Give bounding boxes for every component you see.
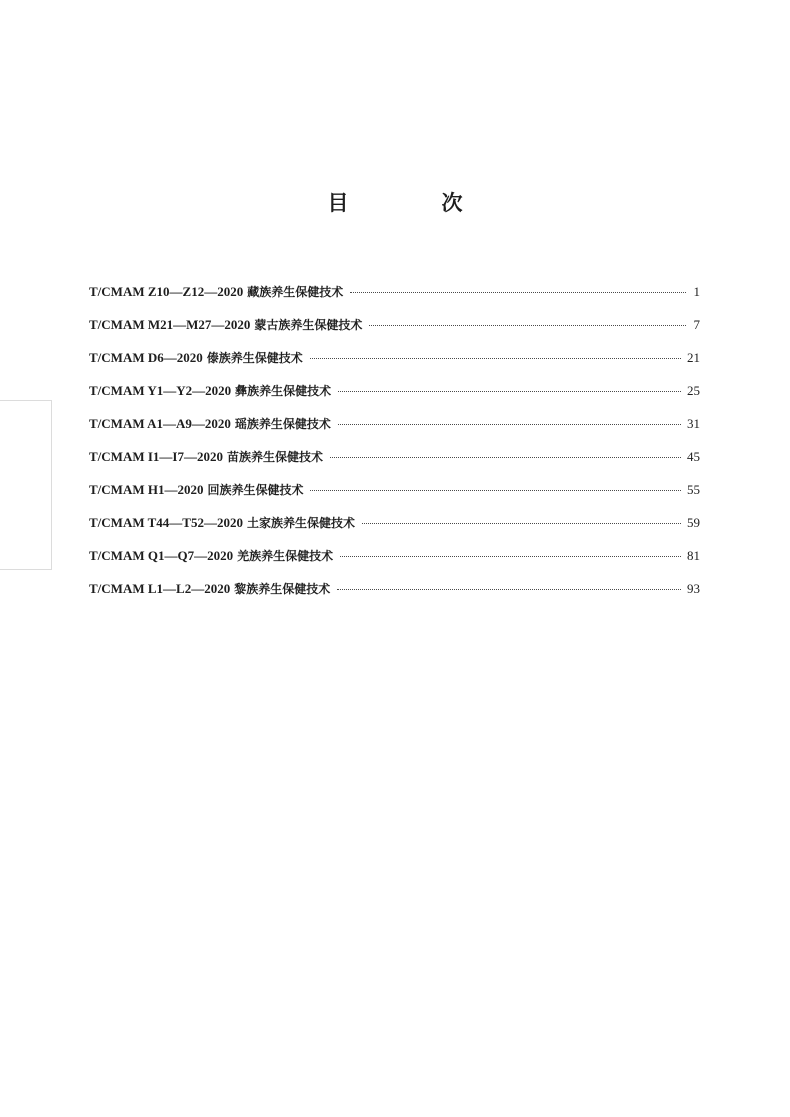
- toc-entry-page-number: 45: [687, 449, 700, 464]
- dot-leader: [338, 424, 681, 425]
- toc-entry-page-number: 59: [687, 515, 700, 530]
- toc-entry[interactable]: [89, 545, 700, 578]
- toc-entry[interactable]: [89, 479, 700, 512]
- table-of-contents: [89, 281, 700, 611]
- dot-leader: [369, 325, 686, 326]
- toc-entry-code: T/CMAM Y1—Y2—2020: [89, 383, 232, 398]
- dot-leader: [362, 523, 681, 524]
- toc-entry[interactable]: [89, 380, 700, 413]
- toc-entry-title: 藏族养生保健技术: [247, 285, 344, 299]
- toc-entry-title: 回族养生保健技术: [207, 483, 304, 497]
- toc-entry-code: T/CMAM Z10—Z12—2020: [89, 284, 244, 299]
- dot-leader: [338, 391, 681, 392]
- toc-entry-title: 羌族养生保健技术: [237, 549, 334, 563]
- toc-entry-title: 苗族养生保健技术: [226, 450, 323, 464]
- toc-entry-title: 傣族养生保健技术: [206, 351, 303, 365]
- page-edge-tab: [0, 400, 52, 570]
- toc-entry-code: T/CMAM D6—2020: [89, 350, 203, 365]
- toc-entry-code: T/CMAM H1—2020: [89, 482, 204, 497]
- page-title: 目 次: [327, 190, 499, 215]
- toc-entry-page-number: 1: [693, 284, 700, 299]
- toc-entry-page-number: 25: [687, 383, 700, 398]
- toc-entry[interactable]: [89, 512, 700, 545]
- toc-entry-title: 彝族养生保健技术: [235, 384, 332, 398]
- toc-entry-page-number: 55: [687, 482, 700, 497]
- toc-entry-code: T/CMAM I1—I7—2020: [89, 449, 223, 464]
- dot-leader: [330, 457, 681, 458]
- toc-entry-page-number: 81: [687, 548, 700, 563]
- toc-entry-code: T/CMAM T44—T52—2020: [89, 515, 243, 530]
- toc-entry-code: T/CMAM M21—M27—2020: [89, 317, 251, 332]
- dot-leader: [310, 490, 681, 491]
- toc-entry-page-number: 21: [687, 350, 700, 365]
- toc-entry-page-number: 7: [693, 317, 700, 332]
- dot-leader: [337, 589, 681, 590]
- toc-entry-code: T/CMAM A1—A9—2020: [89, 416, 231, 431]
- toc-entry-code: T/CMAM L1—L2—2020: [89, 581, 231, 596]
- toc-entry-page-number: 31: [687, 416, 700, 431]
- toc-entry[interactable]: [89, 314, 700, 347]
- toc-entry-title: 瑶族养生保健技术: [234, 417, 331, 431]
- toc-entry[interactable]: [89, 413, 700, 446]
- toc-entry-title: 黎族养生保健技术: [234, 582, 331, 596]
- dot-leader: [350, 292, 686, 293]
- toc-entry[interactable]: [89, 578, 700, 611]
- toc-entry-title: 土家族养生保健技术: [246, 516, 355, 530]
- toc-entry[interactable]: [89, 347, 700, 380]
- toc-entry[interactable]: [89, 281, 700, 314]
- dot-leader: [310, 358, 681, 359]
- toc-entry[interactable]: [89, 446, 700, 479]
- dot-leader: [340, 556, 681, 557]
- toc-entry-page-number: 93: [687, 581, 700, 596]
- toc-entry-title: 蒙古族养生保健技术: [254, 318, 363, 332]
- toc-entry-code: T/CMAM Q1—Q7—2020: [89, 548, 234, 563]
